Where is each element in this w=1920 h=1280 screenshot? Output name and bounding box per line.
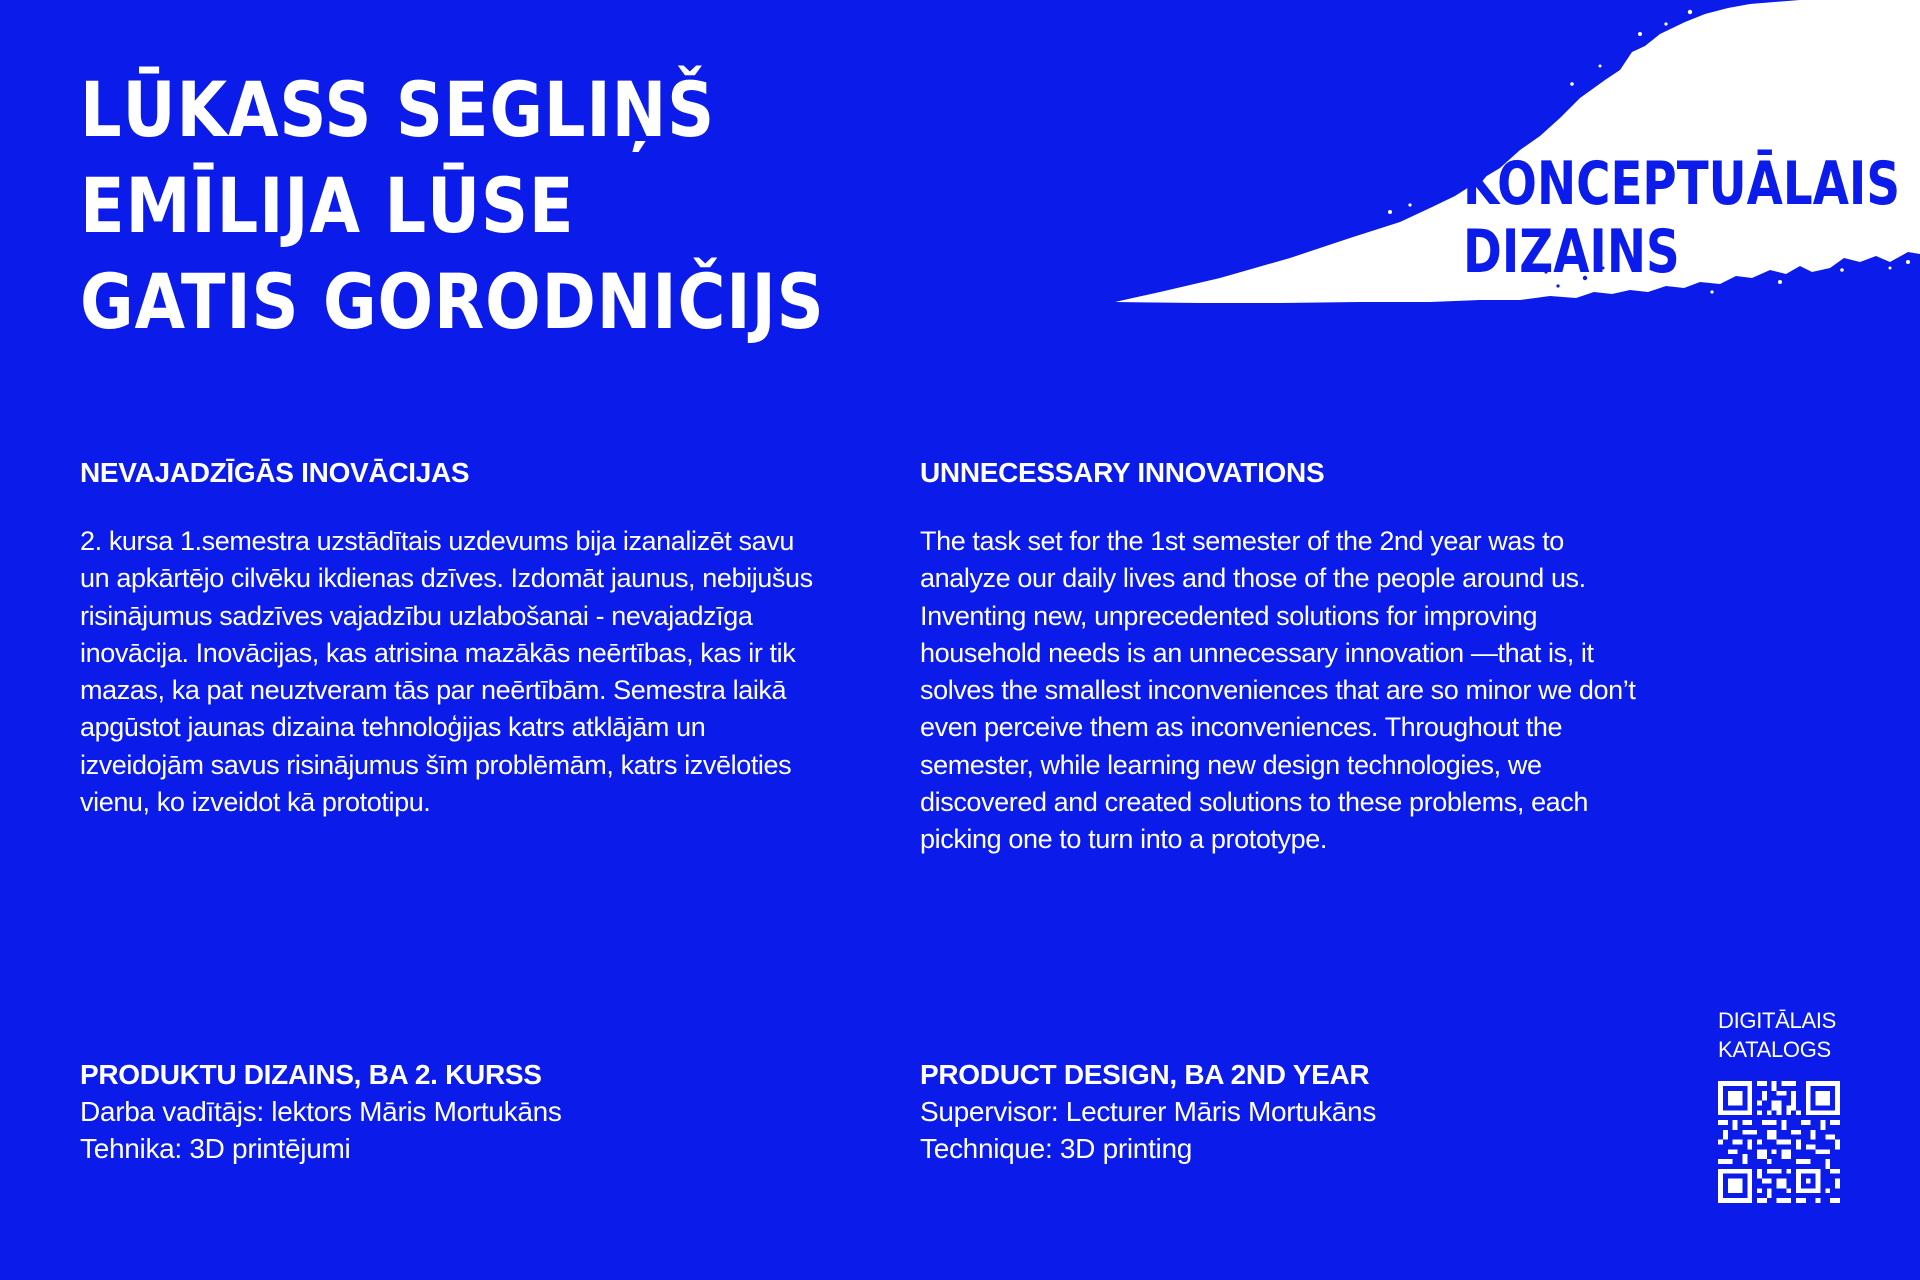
english-supervisor: Supervisor: Lecturer Māris Mortukāns <box>920 1096 1377 1127</box>
latvian-title: NEVAJADZĪGĀS INOVĀCIJAS <box>80 457 470 488</box>
author-list <box>80 62 946 350</box>
digital-catalog[interactable] <box>1718 1006 1848 1203</box>
catalog-label <box>1718 1006 1848 1064</box>
latvian-description <box>80 455 820 821</box>
english-description <box>920 455 1660 859</box>
latvian-body: 2. kursa 1.semestra uzstādītais uzdevums bija izanalizēt savu un apkārtējo cilvēku ikdienas dzīves. Izdomāt jaunus, nebijušus risinājumus sadzīves vajadzību uzlabošanai - nevajadzīga inovācija. Inovācijas, kas atrisina mazākās neērtības, kas ir tik mazas, ka pat neuztveram tās par neērtībām. Semestra laikā apgūstot jaunas dizaina tehnoloģijas katrs atklājām un izveidojām savus risinājumus šīm problēmām, katrs izvēloties vienu, ko izveidot kā prototipu. <box>80 526 813 818</box>
english-technique: Technique: 3D printing <box>920 1133 1193 1164</box>
banner-title <box>1463 150 1900 286</box>
english-credits <box>920 1056 1620 1167</box>
qr-code-icon[interactable] <box>1718 1081 1840 1203</box>
latvian-technique: Tehnika: 3D printējumi <box>80 1133 351 1164</box>
author-name: LŪKASS SEGLIŅŠ <box>80 65 716 154</box>
banner-line-1: KONCEPTUĀLAIS <box>1463 149 1901 219</box>
english-body: The task set for the 1st semester of the 2nd year was to analyze our daily lives and those of the people around us. Inventing new, unprecedented solutions for improving household needs is an unnecessary innovation —that is, it solves the smallest inconveniences that are so minor we don’t even perceive them as inconveniences. Throughout the semester, while learning new design technologies, we discovered and created solutions to these problems, each picking one to turn into a prototype. <box>920 526 1636 855</box>
english-program: PRODUCT DESIGN, BA 2ND YEAR <box>920 1059 1370 1090</box>
banner-line-2: DIZAINS <box>1463 217 1680 287</box>
catalog-label-line-1: DIGITĀLAIS <box>1718 1008 1837 1033</box>
author-name: GATIS GORODNIČIJS <box>80 257 825 346</box>
catalog-label-line-2: KATALOGS <box>1718 1037 1831 1062</box>
latvian-supervisor: Darba vadītājs: lektors Māris Mortukāns <box>80 1096 562 1127</box>
english-title: UNNECESSARY INNOVATIONS <box>920 457 1325 488</box>
author-name: EMĪLIJA LŪSE <box>80 161 575 250</box>
latvian-program: PRODUKTU DIZAINS, BA 2. KURSS <box>80 1059 542 1090</box>
latvian-credits <box>80 1056 780 1167</box>
